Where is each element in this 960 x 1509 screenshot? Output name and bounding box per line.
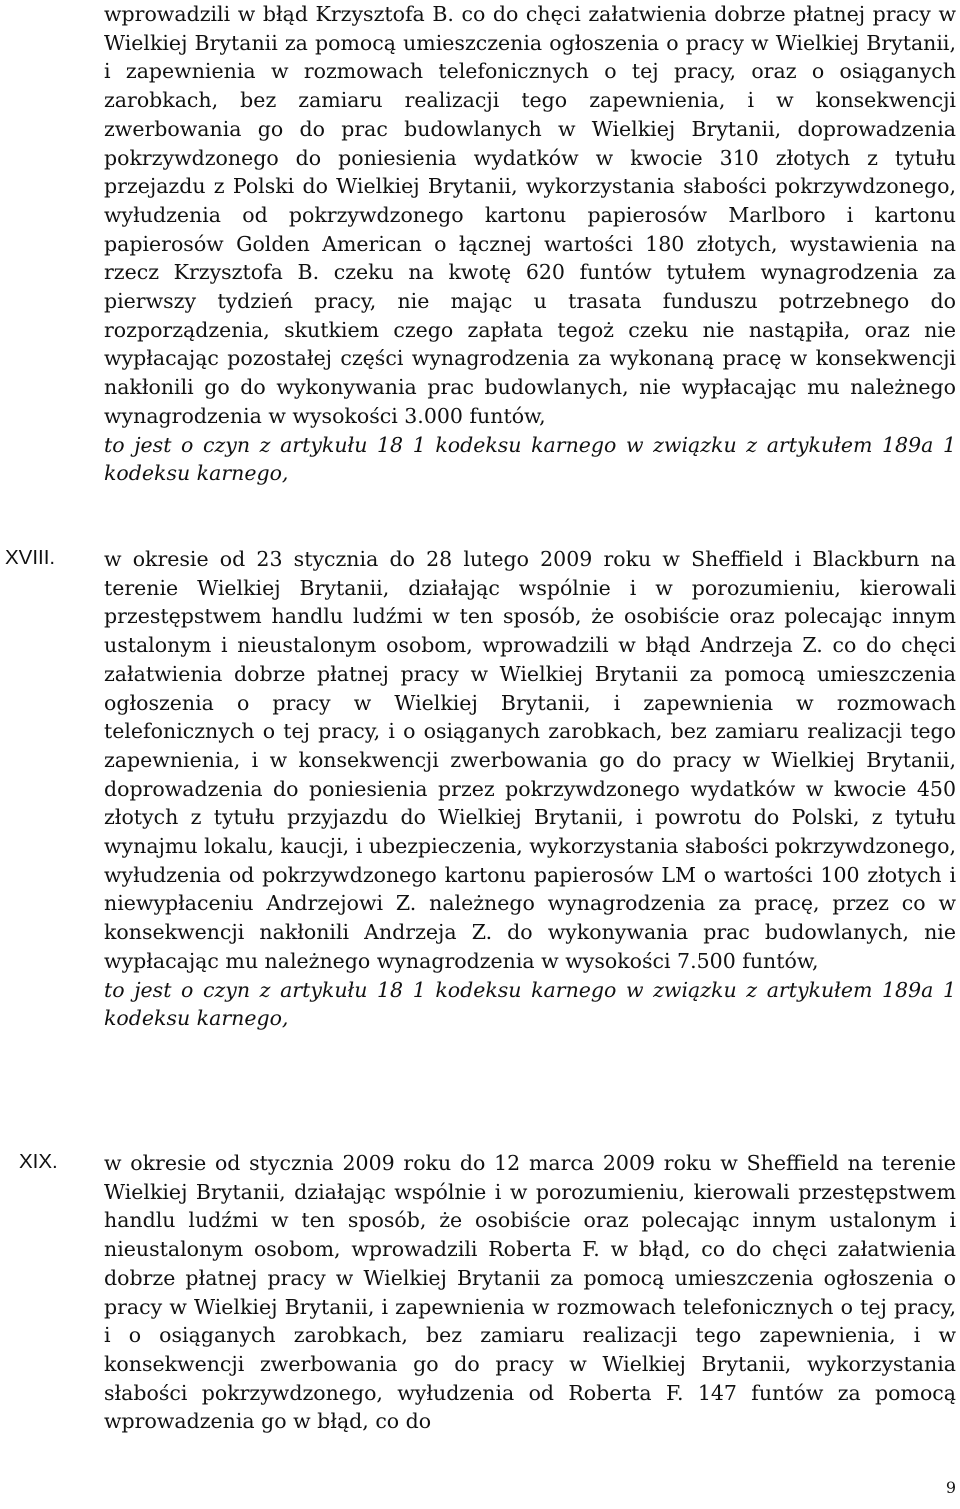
count-label-xviii: XVIII. [5, 546, 56, 569]
continuation-paragraph [104, 0, 956, 488]
count-xviii-text: w okresie od 23 stycznia do 28 lutego 2009 roku w Sheffield i Blackburn na terenie Wielkiej Brytanii, działając wspólnie i w porozumieniu, kierowali przestępstwem handlu ludźmi w ten sposób, że osobiście oraz polecając innym ustalonym i nieustalonym osobom, wprowadzili w błąd Andrzeja Z. co do chęci załatwienia dobrze płatnej pracy w Wielkiej Brytanii za pomocą umieszczenia ogłoszenia o pracy w Wielkiej Brytanii, i zapewnienia w rozmowach telefonicznych o tej pracy, i o osiąganych zarobkach, bez zamiaru realizacji tego zapewnienia, i w konsekwencji zwerbowania go do pracy w Wielkiej Brytanii, doprowadzenia do poniesienia przez pokrzywdzonego wydatków w kwocie 450 złotych z tytułu przyjazdu do Wielkiej Brytanii, i powrotu do Polski, z tytułu wynajmu lokalu, kaucji, i ubezpieczenia, wykorzystania słabości pokrzywdzonego, wyłudzenia od pokrzywdzonego kartonu papierosów LM o wartości 100 złotych i niewypłaceniu Andrzejowi Z. należnego wynagrodzenia za pracę, przez co w konsekwencji nakłonili Andrzeja Z. do wykonywania prac budowlanych, nie wypłacając mu należnego wynagrodzenia w wysokości 7.500 funtów, [104, 547, 956, 973]
count-xviii-charge: to jest o czyn z artykułu 18 1 kodeksu karnego w związku z artykułem 189a 1 kodeksu karnego, [104, 977, 956, 1031]
count-xviii-paragraph [104, 545, 956, 1033]
count-label-xix: XIX. [19, 1150, 58, 1173]
count-xix-text: w okresie od stycznia 2009 roku do 12 marca 2009 roku w Sheffield na terenie Wielkiej Brytanii, działając wspólnie i w porozumieniu, kierowali przestępstwem handlu ludźmi w ten sposób, że osobiście oraz polecając innym ustalonym i nieustalonym osobom, wprowadzili Roberta F. w błąd, co do chęci załatwienia dobrze płatnej pracy w Wielkiej Brytanii za pomocą umieszczenia ogłoszenia o pracy w Wielkiej Brytanii, i zapewnienia w rozmowach telefonicznych o tej pracy, i o osiąganych zarobkach, bez zamiaru realizacji tego zapewnienia, i w konsekwencji zwerbowania go do pracy w Wielkiej Brytanii, wykorzystania słabości pokrzywdzonego, wyłudzenia od Roberta F. 147 funtów za pomocą wprowadzenia go w błąd, co do [104, 1151, 956, 1434]
count-xix-paragraph [104, 1149, 956, 1436]
page-number: 9 [945, 1478, 956, 1497]
continuation-text: wprowadzili w błąd Krzysztofa B. co do chęci załatwienia dobrze płatnej pracy w Wielkiej Brytanii za pomocą umieszczenia ogłoszenia o pracy w Wielkiej Brytanii, i zapewnienia w rozmowach telefonicznych o tej pracy, oraz o osiąganych zarobkach, bez zamiaru realizacji tego zapewnienia, i w konsekwencji zwerbowania go do prac budowlanych w Wielkiej Brytanii, doprowadzenia pokrzywdzonego do poniesienia wydatków w kwocie 310 złotych z tytułu przejazdu z Polski do Wielkiej Brytanii, wykorzystania słabości pokrzywdzonego, wyłudzenia od pokrzywdzonego kartonu papierosów Marlboro i kartonu papierosów Golden American o łącznej wartości 180 złotych, wystawienia na rzecz Krzysztofa B. czeku na kwotę 620 funtów tytułem wynagrodzenia za pierwszy tydzień pracy, nie mając u trasata funduszu potrzebnego do rozporządzenia, skutkiem czego zapłata tegoż czeku nie nastąpiła, oraz nie wypłacając pozostałej części wynagrodzenia za wykonaną pracę w konsekwencji nakłonili go do wykonywania prac budowlanych, nie wypłacając mu należnego wynagrodzenia w wysokości 3.000 funtów, [104, 2, 956, 428]
continuation-charge: to jest o czyn z artykułu 18 1 kodeksu karnego w związku z artykułem 189a 1 kodeksu karnego, [104, 432, 956, 486]
